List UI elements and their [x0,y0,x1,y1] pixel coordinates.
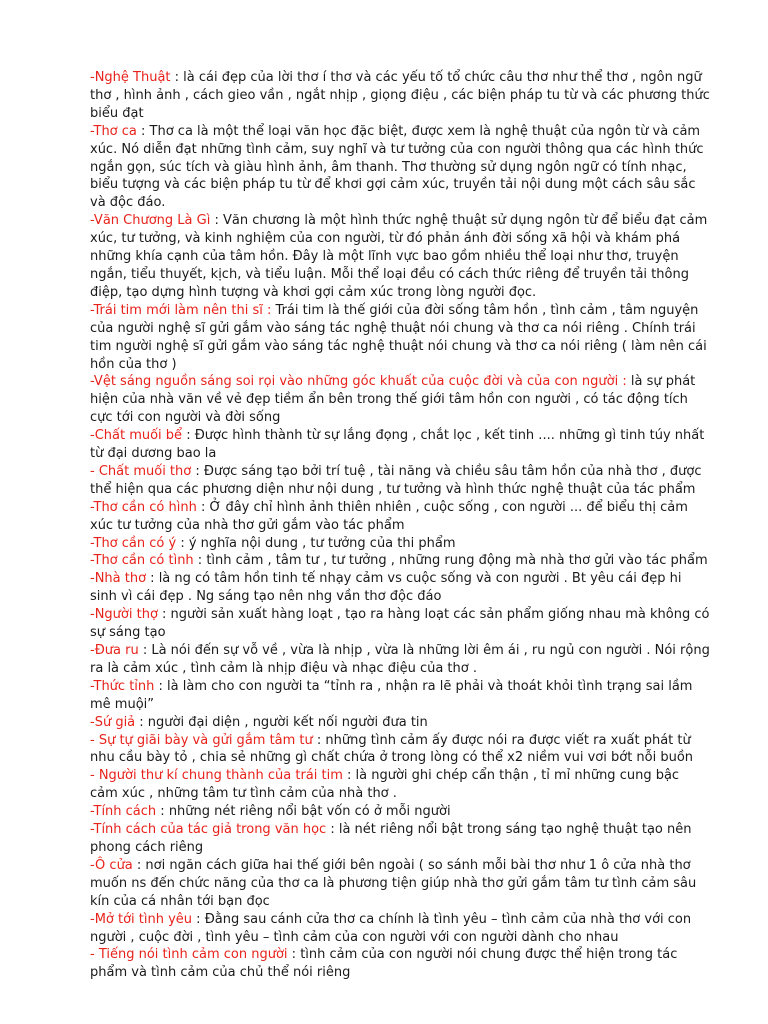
definition-text: : là ng có tâm hồn tinh tế nhạy cảm vs cuộc sống và con người . Bt yêu cái đẹp hi sinh vì cái đẹp . Ng sáng tạo nên nhg vần thơ độc đáo [90,571,682,605]
definition-text: : là cái đẹp của lời thơ í thơ và các yếu tố tổ chức câu thơ như thể thơ , ngôn ngữ thơ , hình ảnh , cách gieo vần , ngắt nhịp , giọng điệu , các biện pháp tu từ và các phương thức biểu đạt [90,70,710,121]
definition-term: -Trái tim mới làm nên thi sĩ : [90,302,272,318]
definition-term: -Tính cách [90,804,157,820]
definition-text: Trái tim là thế giới của đời sống tâm hồn , tình cảm , tâm nguyện của người nghệ sĩ gửi gắm vào sáng tác nghệ thuật nói chung và thơ ca nói riêng . Chính trái tim người nghệ sĩ gửi gắm vào sáng tác nghệ thuật nói chung và thơ ca nói riêng ( làm nên cái hồn của thơ ) [90,302,707,372]
definition-term: -Sứ giả [90,714,136,730]
definition-term: -Văn Chương Là Gì [90,213,211,229]
definition-term: -Thơ ca [90,123,137,139]
definition-paragraph [90,946,710,982]
definition-paragraph [90,570,710,606]
definition-paragraph [90,606,710,642]
definition-paragraph [90,302,710,374]
definition-text: : Thơ ca là một thể loại văn học đặc biệt, được xem là nghệ thuật của ngôn từ và cảm xúc. Nó diễn đạt những tình cảm, suy nghĩ và tư tưởng của con người thông qua các hình thức ngắn gọn, súc tích và giàu hình ảnh, âm thanh. Thơ thường sử dụng ngôn ngữ có tính nhạc, biểu tượng và các biện pháp tu từ để khơi gợi cảm xúc, truyền tải nội dung một cách sâu sắc và độc đáo. [90,123,704,211]
definition-term: -Tính cách của tác giả trong văn học [90,822,327,838]
definition-text: : là người ghi chép cẩn thận , tỉ mỉ những cung bậc cảm xúc , những tâm tư tình cảm của nhà thơ . [90,768,680,802]
definition-text: : Đằng sau cánh cửa thơ ca chính là tình yêu – tình cảm của nhà thơ với con người , cuộc đời , tình yêu – tình cảm của con người với con người dành cho nhau [90,911,692,945]
definition-term: -Đưa ru [90,643,139,658]
definition-term: - Tiếng nói tình cảm con người [90,947,288,963]
definition-paragraph [90,69,710,123]
definition-paragraph [90,714,710,732]
definition-paragraph [90,552,710,570]
definition-term: -Ô cửa [90,857,133,873]
definition-text: : Là nói đến sự vỗ về , vừa là nhịp , vừa là những lời êm ái , ru ngủ con người . Nói rộng ra là cảm xúc , tình cảm là nhịp điệu và nhạc điệu của thơ . [90,643,710,676]
definition-term: -Nhà thơ [90,571,147,587]
definition-text: : ý nghĩa nội dung , tư tưởng của thi phẩm [176,535,456,551]
definition-text: : là nét riêng nổi bật trong sáng tạo nghệ thuật tạo nên phong cách riêng [90,822,692,855]
definition-text: : tình cảm , tâm tư , tư tưởng , những rung động mà nhà thơ gửi vào tác phẩm [193,553,708,569]
definition-paragraph [90,767,710,803]
definition-paragraph [90,123,710,213]
definition-text: : Được hình thành từ sự lắng đọng , chắt lọc , kết tinh .... những gì tinh túy nhất từ đại dương bao la [90,428,705,462]
definition-text: : Ở đây chỉ hình ảnh thiên nhiên , cuộc sống , con người ... để biểu thị cảm xúc tư tưởng của nhà thơ gửi gắm vào tác phẩm [90,499,688,533]
definition-term: -Thơ cần có ý [90,535,177,551]
definition-paragraph [90,821,710,857]
definition-term: -Thơ cần có tình [90,553,194,569]
definition-term: -Chất muối bể [90,428,183,444]
definition-term: -Người thợ [90,607,158,623]
definition-text: : nơi ngăn cách giữa hai thế giới bên ngoài ( so sánh mỗi bài thơ như 1 ô cửa nhà thơ muốn ns đến chức năng của thơ ca là phương tiện giúp nhà thơ gửi gắm tâm tư tình cảm sâu kín của cá nhân tới bạn đọc [90,857,697,909]
definition-term: -Thức tỉnh [90,678,155,694]
definition-term: - Người thư kí chung thành của trái tim [90,768,343,784]
definition-paragraph [90,857,710,911]
definition-paragraph [90,373,710,427]
definition-paragraph [90,803,710,821]
definition-term: -Thơ cần có hình [90,499,197,515]
definition-text: : Văn chương là một hình thức nghệ thuật sử dụng ngôn từ để biểu đạt cảm xúc, tư tưởng, và kinh nghiệm của con người, từ đó phản ánh đời sống xã hội và khám phá những khía cạnh của tâm hồn. Đây là một lĩnh vực bao gồm nhiều thể loại như thơ, truyện ngắn, tiểu thuyết, kịch, và tiểu luận. Mỗi thể loại đều có cách thức riêng để truyền tải thông điệp, tạo dựng hình tượng và khơi gợi cảm xúc trong lòng người đọc. [90,213,708,300]
definition-paragraph [90,212,710,302]
definition-paragraph [90,642,710,678]
definition-term: -Vệt sáng nguồn sáng soi rọi vào những góc khuất của cuộc đời và của con người : [90,374,627,390]
definition-paragraph [90,499,710,535]
definition-paragraph [90,732,710,768]
definition-paragraph [90,463,710,499]
definition-paragraph [90,535,710,553]
definition-paragraph [90,911,710,947]
definition-text: là sự phát hiện của nhà văn về vẻ đẹp tiềm ẩn bên trong thế giới tâm hồn con người , có tác động tích cực tới con người và đời sống [90,374,696,426]
definition-text: : tình cảm của con người nói chung được thể hiện trong tác phẩm và tình cảm của chủ thể nói riêng [90,947,678,981]
definition-text: : những nét riêng nổi bật vốn có ở mỗi người [156,804,451,820]
definition-paragraph [90,678,710,714]
definition-term: -Mở tới tình yêu [90,911,193,927]
definition-term: -Nghệ Thuật [90,70,171,85]
definition-text: : Được sáng tạo bởi trí tuệ , tài năng và chiều sâu tâm hồn của nhà thơ , được thể hiện qua các phương diện như nội dung , tư tưởng và hình thức nghệ thuật của tác phẩm [90,463,702,497]
definition-text: : người sản xuất hàng loạt , tạo ra hàng loạt các sản phẩm giống nhau mà không có sự sáng tạo [90,607,710,641]
definition-text: : những tình cảm ấy được nói ra được viết ra xuất phát từ nhu cầu bày tỏ , chia sẻ những gì chất chứa ở trong lòng có thể x2 niềm vui vơi bớt nỗi buồn [90,732,694,766]
definition-paragraph [90,427,710,463]
definition-text: : là làm cho con người ta “tỉnh ra , nhận ra lẽ phải và thoát khỏi tình trạng sai lầm mê muội” [90,678,693,712]
definition-term: - Chất muối thơ [90,463,192,479]
definition-text: : người đại diện , người kết nối người đưa tin [135,714,428,730]
definition-term: - Sự tự giãi bày và gửi gắm tâm tư [90,732,313,748]
document-page [90,69,710,982]
